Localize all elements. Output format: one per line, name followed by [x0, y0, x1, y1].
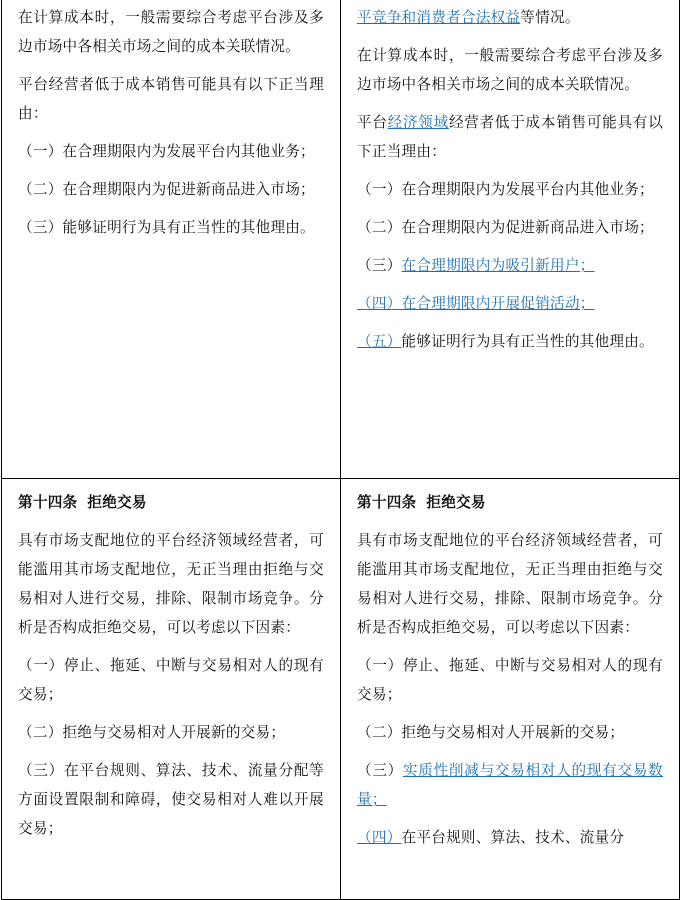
inserted-text: 经济领域 — [387, 114, 449, 131]
list-item: （二）在合理期限内为促进新商品进入市场； — [357, 219, 654, 236]
paragraph: 在计算成本时，一般需要综合考虑平台涉及多边市场中各相关市场之间的成本关联情况。 — [357, 47, 663, 93]
text: 在平台规则、算法、技术、流量分 — [401, 829, 625, 846]
list-item: （一）停止、拖延、中断与交易相对人的现有交易； — [357, 657, 663, 703]
list-item — [357, 823, 663, 852]
right-cell-pricing — [341, 0, 680, 479]
article-title: 拒绝交易 — [87, 494, 147, 511]
list-item: （二）拒绝与交易相对人开展新的交易； — [18, 724, 286, 741]
list-item: （一）停止、拖延、中断与交易相对人的现有交易； — [18, 657, 324, 703]
inserted-text: （五） — [357, 333, 402, 350]
inserted-text: 实质性削减与交易相对人的现有交易数量； — [357, 762, 663, 808]
paragraph: 具有市场支配地位的平台经济领域经营者，可能滥用其市场支配地位，无正当理由拒绝与交易相对人进行交易，排除、限制市场竞争。分析是否构成拒绝交易，可以考虑以下因素： — [357, 532, 663, 636]
list-item: （一）在合理期限内为发展平台内其他业务； — [357, 181, 654, 198]
list-item — [357, 327, 663, 356]
list-item: （三）能够证明行为具有正当性的其他理由。 — [18, 219, 315, 236]
table-row — [2, 479, 680, 900]
text: 平台 — [357, 114, 388, 131]
paragraph — [357, 108, 663, 166]
list-item — [357, 756, 663, 814]
article-number: 第十四条 — [357, 494, 417, 511]
article-heading — [18, 488, 324, 517]
list-item: （一）在合理期限内为发展平台内其他业务； — [18, 143, 315, 160]
list-item: （三）在平台规则、算法、技术、流量分配等方面设置限制和障碍，使交易相对人难以开展交易； — [18, 762, 324, 837]
article-heading — [357, 488, 663, 517]
text: 能够证明行为具有正当性的其他理由。 — [401, 333, 654, 350]
list-item: （二）拒绝与交易相对人开展新的交易； — [357, 724, 625, 741]
article-number: 第十四条 — [18, 494, 78, 511]
list-item: （二）在合理期限内为促进新商品进入市场； — [18, 181, 315, 198]
text: 等情况。 — [520, 9, 580, 26]
inserted-text: （四）在合理期限内开展促销活动； — [357, 295, 595, 312]
right-cell-refusal — [341, 479, 680, 900]
paragraph — [357, 3, 663, 32]
article-title: 拒绝交易 — [426, 494, 486, 511]
paragraph: 在计算成本时，一般需要综合考虑平台涉及多边市场中各相关市场之间的成本关联情况。 — [18, 9, 324, 55]
table-row — [2, 0, 680, 479]
inserted-text: 平竞争和消费者合法权益 — [357, 9, 521, 26]
list-item — [357, 289, 663, 318]
text: 经营者低于成本销售可能具有以下正当理由： — [357, 114, 663, 160]
text: （三） — [357, 257, 402, 274]
list-item — [357, 251, 663, 280]
inserted-text: （四） — [357, 829, 402, 846]
text: （三） — [357, 762, 403, 779]
paragraph: 具有市场支配地位的平台经济领域经营者，可能滥用其市场支配地位，无正当理由拒绝与交易相对人进行交易，排除、限制市场竞争。分析是否构成拒绝交易，可以考虑以下因素： — [18, 532, 324, 636]
left-cell-pricing — [2, 0, 341, 479]
comparison-table — [1, 0, 680, 900]
paragraph: 平台经营者低于成本销售可能具有以下正当理由： — [18, 76, 324, 122]
left-cell-refusal — [2, 479, 341, 900]
inserted-text: 在合理期限内为吸引新用户； — [401, 257, 595, 274]
